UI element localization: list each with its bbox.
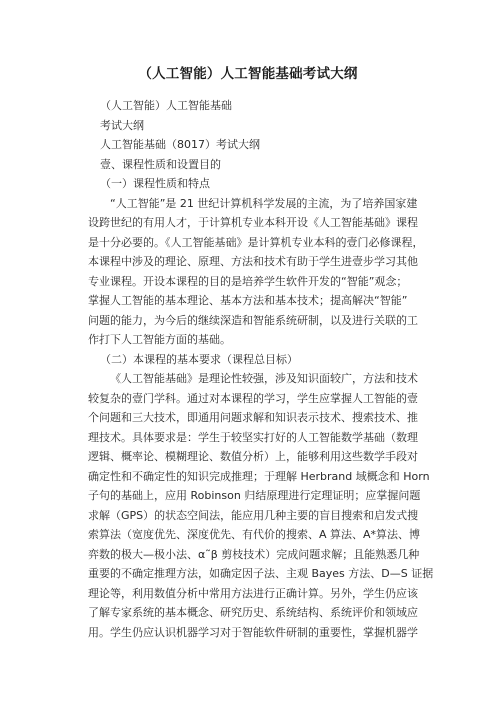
paragraph-line: 用。学生仍应认识机器学习对于智能软件研制的重要性，掌握机器学 — [88, 625, 418, 639]
section-heading: 壹、课程性质和设置目的 — [100, 157, 221, 171]
paragraph-line: 理技术。具体要求是：学生于较坚实打好的人工智能数学基础（数理 — [88, 430, 418, 444]
paragraph-line: 确定性和不确定性的知识完成推理；于理解 Herbrand 域概念和 Horn — [88, 469, 430, 483]
document-body — [88, 96, 434, 642]
paragraph-line: “人工智能”是 21 世纪计算机科学发展的主流，为了培养国家建 — [110, 196, 418, 210]
heading-line: 人工智能基础（8017）考试大纲 — [100, 138, 260, 151]
paragraph-line: 作打下人工智能方面的基础。 — [88, 333, 231, 346]
paragraph-line: 了解专家系统的基本概念、研究历史、系统结构、系统评价和领域应 — [88, 606, 418, 619]
subsection-heading: （二）本课程的基本要求（课程总目标） — [100, 352, 298, 366]
paragraph-line: 本课程中涉及的理论、原理、方法和技术有助于学生进壹步学习其他 — [88, 255, 418, 268]
paragraph-line: 专业课程。开设本课程的目的是培养学生软件开发的“智能”观念； — [88, 274, 408, 288]
paragraph-line: 个问题和三大技术，即通用问题求解和知识表示技术、搜索技术、推 — [88, 411, 418, 424]
paragraph-line: 弈数的极大—极小法、α˜β 剪枝技术）完成问题求解；且能熟悉几种 — [88, 547, 420, 561]
paragraph-line: 重要的不确定推理方法，如确定因子法、主观 Bayes 方法、D—S 证据 — [88, 567, 434, 580]
paragraph-line: 较复杂的壹门学科。通过对本课程的学习，学生应掌握人工智能的壹 — [88, 391, 418, 405]
paragraph-line: 掌握人工智能的基本理论、基本方法和基本技术；提高解决“智能” — [88, 294, 408, 307]
heading-line: （人工智能）人工智能基础 — [100, 99, 232, 112]
paragraph-line: 求解（GPS）的状态空间法，能应用几种主要的盲目搜索和启发式搜 — [88, 508, 419, 522]
paragraph-line: 子句的基础上，应用 Robinson 归结原理进行定理证明；应掌握问题 — [88, 489, 421, 502]
heading-line: 考试大纲 — [100, 118, 144, 132]
paragraph-line: 是十分必要的。《人工智能基础》是计算机专业本科的壹门必修课程， — [88, 235, 424, 249]
paragraph-line: 理论等，利用数值分析中常用方法进行正确计算。另外，学生仍应该 — [88, 586, 418, 600]
paragraph-line: 逻辑、概率论、模糊理论、数值分析）上，能够利用这些数学手段对 — [88, 450, 418, 463]
document-title: （人工智能）人工智能基础考试大纲 — [138, 66, 358, 82]
subsection-heading: （一）课程性质和特点 — [100, 177, 210, 190]
paragraph-line: 索算法（宽度优先、深度优先、有代价的搜索、A 算法、A*算法、博 — [88, 528, 421, 541]
paragraph-line: 问题的能力，为今后的继续深造和智能系统研制，以及进行关联的工 — [88, 313, 418, 327]
paragraph-line: 设跨世纪的有用人才，于计算机专业本科开设《人工智能基础》课程 — [88, 216, 418, 229]
paragraph-line: 《人工智能基础》是理论性较强，涉及知识面较广，方法和技术 — [110, 372, 418, 385]
